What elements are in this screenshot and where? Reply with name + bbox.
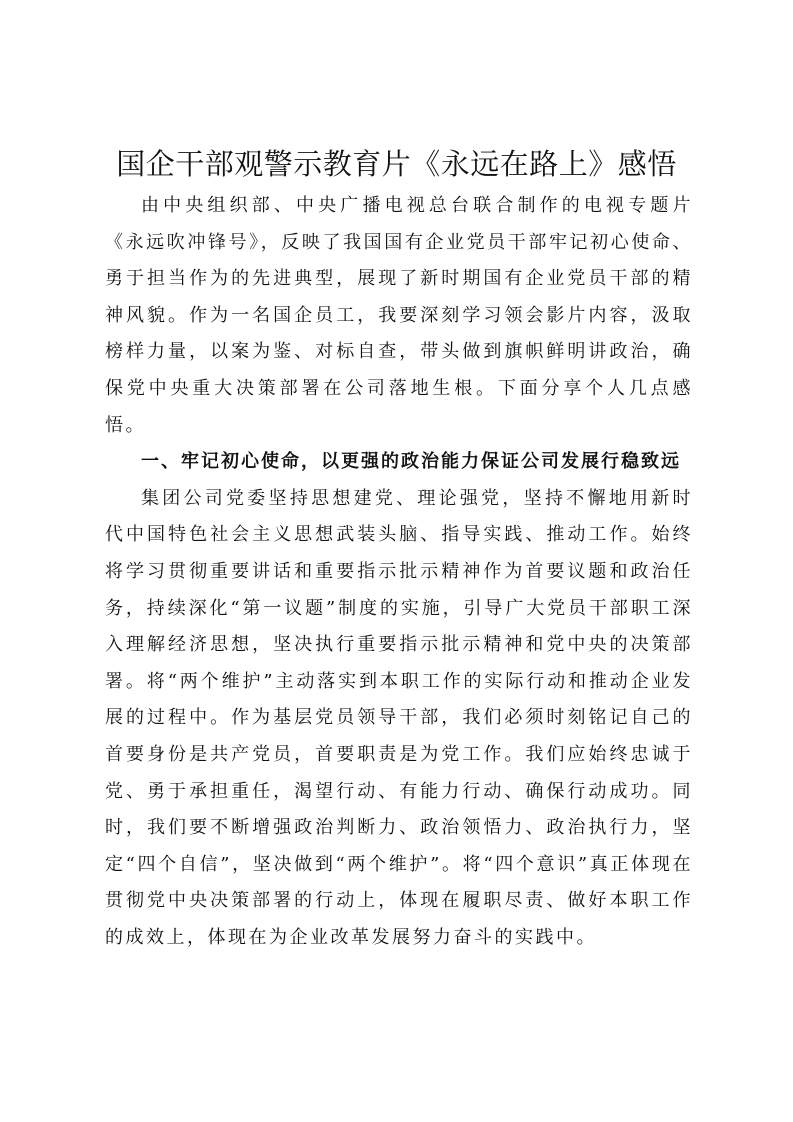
intro-paragraph: 由中央组织部、中央广播电视总台联合制作的电视专题片《永远吹冲锋号》，反映了我国国有企业党员干部牢记初心使命、勇于担当作为的先进典型，展现了新时期国有企业党员干部的精神风貌。作为一名国企员工，我要深刻学习领会影片内容，汲取榜样力量，以案为鉴、对标自查，带头做到旗帜鲜明讲政治，确保党中央重大决策部署在公司落地生根。下面分享个人几点感悟。	[105, 195, 693, 436]
section-1-paragraph: 集团公司党委坚持思想建党、理论强党，坚持不懈地用新时代中国特色社会主义思想武装头脑、指导实践、推动工作。始终将学习贯彻重要讲话和重要指示批示精神作为首要议题和政治任务，持续深化“第一议题”制度的实施，引导广大党员干部职工深入理解经济思想，坚决执行重要指示批示精神和党中央的决策部署。将“两个维护”主动落实到本职工作的实际行动和推动企业发展的过程中。作为基层党员领导干部，我们必须时刻铭记自己的首要身份是共产党员，首要职责是为党工作。我们应始终忠诚于党、勇于承担重任，渴望行动、有能力行动、确保行动成功。同时，我们要不断增强政治判断力、政治领悟力、政治执行力，坚定“四个自信”，坚决做到“两个维护”。将“四个意识”真正体现在贯彻党中央决策部署的行动上，体现在履职尽责、做好本职工作的成效上，体现在为企业改革发展努力奋斗的实践中。	[105, 487, 693, 948]
document-title: 国企干部观警示教育片《永远在路上》感悟	[116, 147, 677, 181]
document-body	[105, 188, 693, 956]
section-1-heading: 一、牢记初心使命，以更强的政治能力保证公司发展行稳致远	[141, 451, 681, 473]
